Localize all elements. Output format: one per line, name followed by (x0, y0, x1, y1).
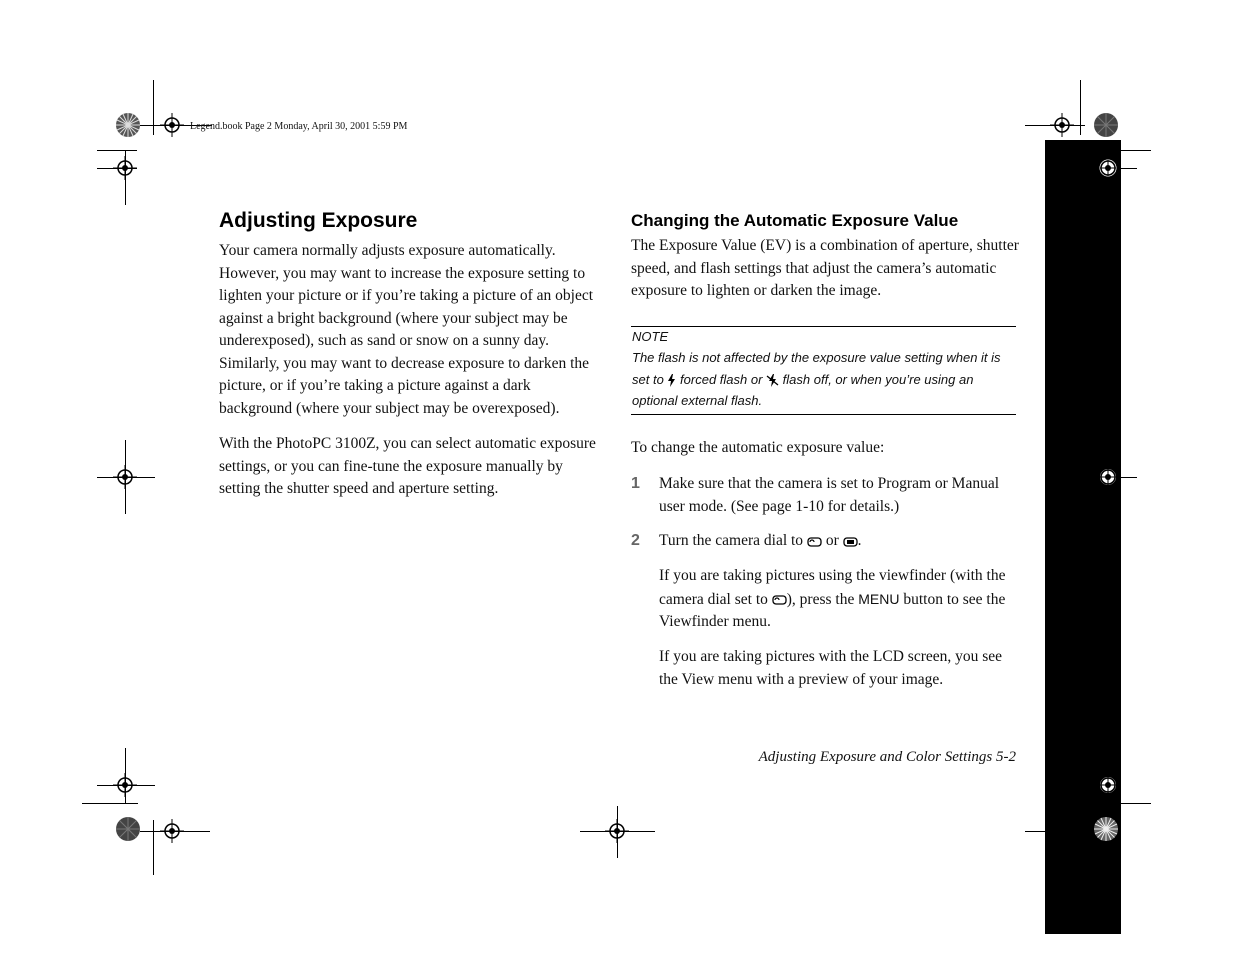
step-intro: To change the automatic exposure value: (631, 439, 885, 456)
registration-target-icon (113, 465, 137, 489)
step-text (659, 530, 1024, 553)
flash-off-icon (766, 374, 779, 387)
step-detail-paragraph: If you are taking pictures with the LCD screen, you see the View menu with a preview of your image. (659, 648, 1003, 688)
note-line: The flash is not affected by the exposure value setting when it is (632, 350, 1001, 365)
step-detail-part: If you are taking pictures using the viewfinder (with the camera dial set to (659, 567, 1006, 608)
note-bottom-rule (631, 414, 1016, 415)
page-footer: Adjusting Exposure and Color Settings 5-2 (758, 749, 1016, 765)
body-paragraph: With the PhotoPC 3100Z, you can select automatic exposure settings, or you can fine-tune the exposure manually by setting the shutter speed and aperture setting. (219, 435, 596, 497)
note-line: optional external flash. (632, 393, 763, 408)
starburst-mark-icon (115, 112, 141, 138)
registration-target-icon (1096, 773, 1120, 797)
page-header: Legend.book Page 2 Monday, April 30, 2001 5:59 PM (190, 121, 408, 132)
edge-tab-bar (1045, 140, 1121, 934)
camera-viewfinder-icon (772, 594, 787, 605)
section-title: Adjusting Exposure (219, 209, 418, 232)
note-line: set to (632, 371, 664, 387)
starburst-mark-icon (1093, 816, 1119, 842)
registration-target-icon (113, 773, 137, 797)
body-paragraph: Your camera normally adjusts exposure automatically. However, you may want to increase the exposure setting to lighten your picture or if you’re taking a picture of an object against a bright background (where your subject may be underexposed), such as sand or snow on a sunny day. Similarly, you may want to decrease exposure to darken the picture, or if you’re taking a picture against a dark background (where your subject may be overexposed). (219, 242, 594, 417)
subsection-title: Changing the Automatic Exposure Value (631, 211, 959, 230)
gray-circle-mark-icon (1093, 112, 1119, 138)
registration-target-icon (1096, 465, 1120, 489)
note-top-rule (631, 326, 1016, 327)
camera-viewfinder-icon (807, 536, 822, 547)
gray-circle-mark-icon (115, 816, 141, 842)
step-number: 1 (631, 475, 640, 492)
note-line: flash off, or when you’re using an (782, 371, 974, 387)
step-text-part: . (857, 532, 862, 549)
step-number: 2 (631, 532, 640, 549)
registration-target-icon (1050, 819, 1074, 843)
step-detail-paragraph (659, 565, 1024, 634)
registration-target-icon (113, 156, 137, 180)
registration-target-icon (160, 113, 184, 137)
camera-lcd-icon (843, 536, 858, 547)
step-detail-part: button to see the Viewfinder menu. (659, 590, 1006, 630)
registration-target-icon (1096, 156, 1120, 180)
registration-target-icon (1050, 113, 1074, 137)
step-text: Make sure that the camera is set to Program or Manual user mode. (See page 1-10 for details.) (659, 475, 1000, 515)
note-line: forced flash or (680, 371, 763, 387)
step-text-part: or (825, 532, 839, 549)
note-label: NOTE (632, 329, 669, 344)
registration-target-icon (605, 819, 629, 843)
step-detail-part: ), press the (786, 590, 855, 608)
menu-button-label: MENU (858, 590, 900, 607)
note-text (632, 347, 1022, 412)
step-text-part: Turn the camera dial to (659, 532, 804, 549)
forced-flash-icon (667, 374, 676, 387)
intro-paragraph: The Exposure Value (EV) is a combination of aperture, shutter speed, and flash settings that adjust the camera’s automatic exposure to lighten or darken the image. (631, 237, 1019, 299)
registration-target-icon (160, 819, 184, 843)
